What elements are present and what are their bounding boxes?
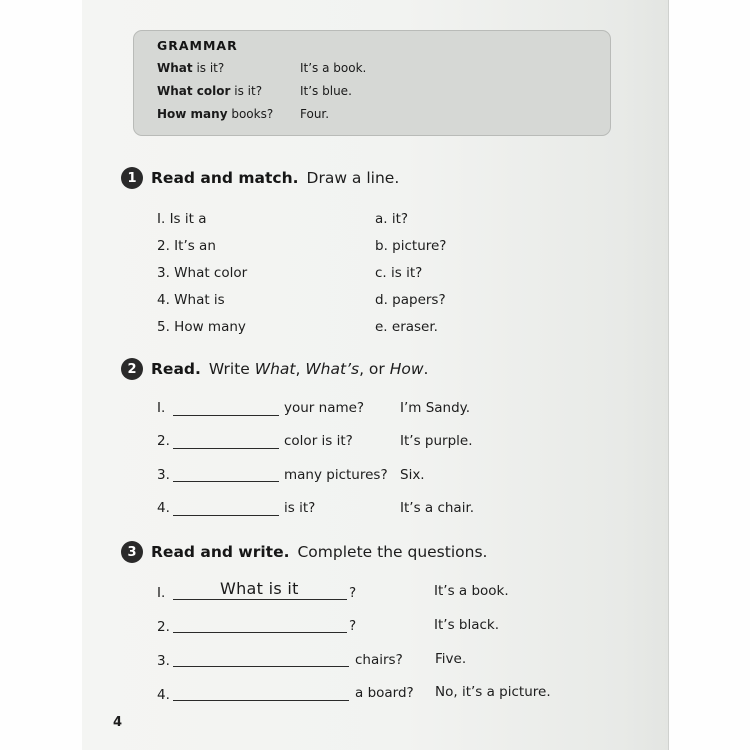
grammar-answer: It’s blue. bbox=[300, 84, 352, 98]
grammar-title: GRAMMAR bbox=[157, 38, 238, 53]
item-number: 2. bbox=[157, 619, 170, 635]
instruction-text: , bbox=[295, 360, 306, 378]
grammar-keyword: How many bbox=[157, 107, 228, 121]
exercise-instruction bbox=[209, 360, 429, 378]
grammar-keyword: What bbox=[157, 61, 193, 75]
item-number: 3. bbox=[157, 467, 170, 483]
match-right-item[interactable]: a. it? bbox=[375, 211, 409, 227]
item-number: I. bbox=[157, 585, 166, 601]
grammar-question-rest: books? bbox=[227, 107, 274, 121]
handwritten-answer[interactable]: What is it bbox=[220, 579, 299, 598]
answer-blank[interactable] bbox=[173, 599, 347, 600]
answer-blank[interactable] bbox=[173, 515, 279, 516]
question-text: chairs? bbox=[355, 652, 403, 668]
instruction-text: . bbox=[423, 360, 429, 378]
item-number: 3. bbox=[157, 653, 170, 669]
answer-text: Five. bbox=[435, 651, 467, 667]
grammar-question bbox=[157, 107, 273, 121]
match-left-item[interactable]: 3. What color bbox=[157, 265, 248, 281]
answer-text: It’s a chair. bbox=[400, 500, 475, 516]
exercise-number-badge: 1 bbox=[121, 167, 143, 189]
exercise-number-badge: 3 bbox=[121, 541, 143, 563]
answer-blank[interactable] bbox=[173, 632, 347, 633]
match-left-item[interactable]: 4. What is bbox=[157, 292, 225, 308]
match-left-item[interactable]: 2. It’s an bbox=[157, 238, 216, 254]
instruction-word: What’s bbox=[305, 360, 360, 378]
exercise-title: Read and write. bbox=[151, 543, 290, 561]
match-right-item[interactable]: b. picture? bbox=[375, 238, 447, 254]
item-number: 2. bbox=[157, 433, 170, 449]
instruction-word: How bbox=[389, 360, 424, 378]
answer-text: I’m Sandy. bbox=[400, 400, 471, 416]
exercise-number-badge: 2 bbox=[121, 358, 143, 380]
answer-text: No, it’s a picture. bbox=[435, 684, 551, 700]
question-text: ? bbox=[349, 618, 357, 634]
grammar-question bbox=[157, 84, 262, 98]
match-right-item[interactable]: c. is it? bbox=[375, 265, 423, 281]
page-number: 4 bbox=[113, 715, 123, 730]
item-number: I. bbox=[157, 400, 166, 416]
exercise-title: Read and match. bbox=[151, 169, 299, 187]
instruction-text: Write bbox=[208, 360, 255, 378]
exercise-title: Read. bbox=[151, 360, 201, 378]
answer-blank[interactable] bbox=[173, 481, 279, 482]
exercise-instruction: Complete the questions. bbox=[297, 543, 488, 561]
grammar-question bbox=[157, 61, 224, 75]
question-text: a board? bbox=[355, 685, 414, 701]
question-text: color is it? bbox=[284, 433, 353, 449]
answer-text: It’s purple. bbox=[400, 433, 473, 449]
match-right-item[interactable]: e. eraser. bbox=[375, 319, 438, 335]
item-number: 4. bbox=[157, 500, 170, 516]
answer-blank[interactable] bbox=[173, 700, 349, 701]
match-left-item[interactable]: 5. How many bbox=[157, 319, 246, 335]
match-right-item[interactable]: d. papers? bbox=[375, 292, 446, 308]
instruction-word: What bbox=[254, 360, 296, 378]
exercise-1-header bbox=[121, 167, 399, 189]
answer-blank[interactable] bbox=[173, 666, 349, 667]
question-text: your name? bbox=[284, 400, 365, 416]
answer-text: Six. bbox=[400, 467, 425, 483]
question-text: is it? bbox=[284, 500, 316, 516]
answer-text: It’s black. bbox=[434, 617, 500, 633]
instruction-text: , or bbox=[359, 360, 390, 378]
match-left-item[interactable]: I. Is it a bbox=[157, 211, 207, 227]
exercise-3-header bbox=[121, 541, 487, 563]
exercise-instruction: Draw a line. bbox=[306, 169, 400, 187]
grammar-answer: It’s a book. bbox=[300, 61, 367, 75]
grammar-answer: Four. bbox=[300, 107, 330, 121]
item-number: 4. bbox=[157, 687, 170, 703]
grammar-question-rest: is it? bbox=[192, 61, 225, 75]
answer-blank[interactable] bbox=[173, 415, 279, 416]
answer-text: It’s a book. bbox=[434, 583, 509, 599]
grammar-keyword: What color bbox=[157, 84, 231, 98]
exercise-2-header bbox=[121, 358, 428, 380]
answer-blank[interactable] bbox=[173, 448, 279, 449]
question-text: ? bbox=[349, 585, 357, 601]
question-text: many pictures? bbox=[284, 467, 388, 483]
grammar-question-rest: is it? bbox=[230, 84, 263, 98]
